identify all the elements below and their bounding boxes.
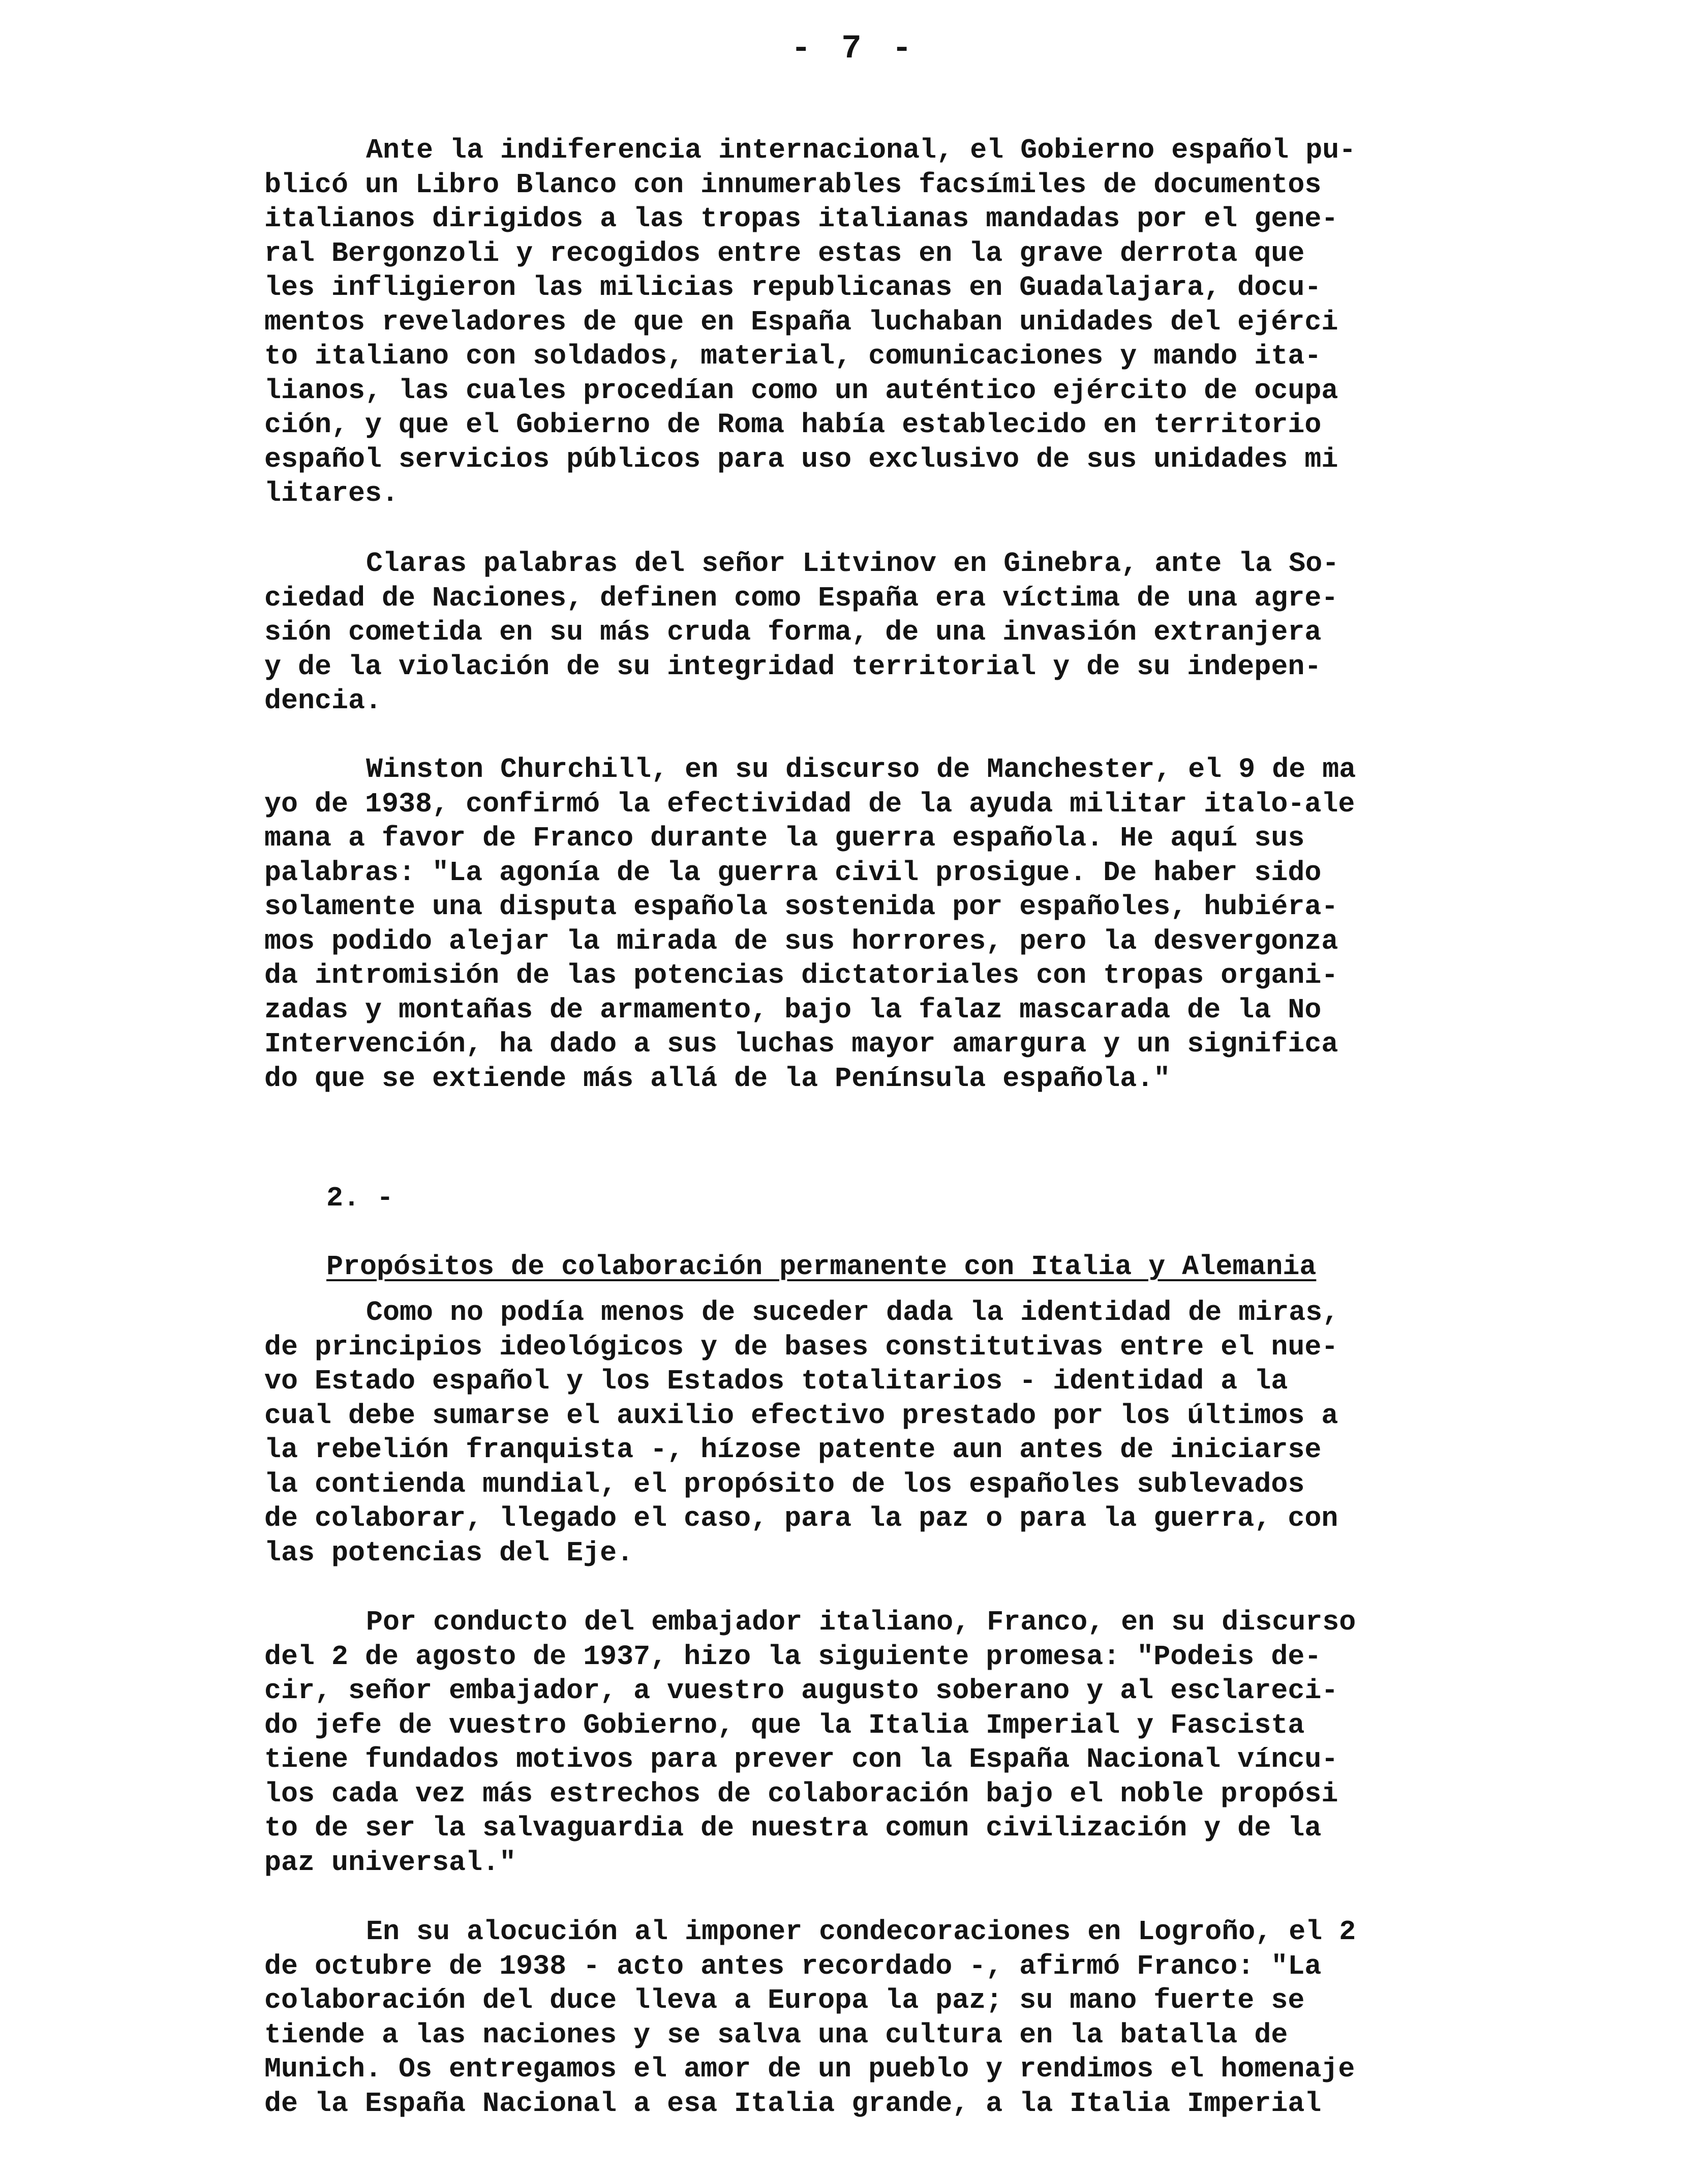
text-line: litares. [264,477,399,509]
paragraph-litvinov [264,547,1566,718]
text-line: mana a favor de Franco durante la guerra española. He aquí sus [264,822,1305,854]
paragraph-identidad-de-miras [264,1295,1566,1570]
text-line: italianos dirigidos a las tropas italianas mandadas por el gene- [264,203,1338,235]
text-line: y de la violación de su integridad territorial y de su indepen- [264,650,1322,683]
text-line: les infligieron las milicias republicanas en Guadalajara, docu- [264,272,1322,304]
text-line: cual debe sumarse el auxilio efectivo prestado por los últimos a [264,1399,1338,1432]
text-line: vo Estado español y los Estados totalitarios - identidad a la [264,1365,1288,1397]
text-line: mentos reveladores de que en España luchaban unidades del ejérci [264,306,1338,338]
text-line: ciedad de Naciones, definen como España era víctima de una agre- [264,582,1338,614]
section-number: 2. - [326,1182,394,1214]
text-line: zadas y montañas de armamento, bajo la falaz mascarada de la No [264,993,1322,1026]
text-line: yo de 1938, confirmó la efectividad de la ayuda militar italo-ale [264,788,1355,820]
text-line: Munich. Os entregamos el amor de un pueblo y rendimos el homenaje [264,2053,1355,2085]
text-line: Por conducto del embajador italiano, Franco, en su discurso [366,1606,1356,1638]
text-line: da intromisión de las potencias dictatoriales con tropas organi- [264,959,1338,991]
paragraph-embajador-italiano [264,1605,1566,1880]
text-line: de la España Nacional a esa Italia grande, a la Italia Imperial [264,2087,1322,2120]
text-line: Winston Churchill, en su discurso de Manchester, el 9 de ma [366,753,1356,786]
text-line: do jefe de vuestro Gobierno, que la Italia Imperial y Fascista [264,1709,1305,1741]
page-number: - 7 - [790,29,918,68]
text-line: Ante la indiferencia internacional, el Gobierno español pu- [366,134,1356,166]
text-line: de principios ideológicos y de bases constitutivas entre el nue- [264,1331,1338,1363]
paragraph-libro-blanco [264,133,1566,511]
text-line: lianos, las cuales procedían como un auténtico ejército de ocupa [264,374,1338,407]
text-line: Como no podía menos de suceder dada la identidad de miras, [366,1296,1339,1329]
text-line: dencia. [264,685,382,717]
text-line: la rebelión franquista -, hízose patente aun antes de iniciarse [264,1434,1322,1466]
text-line: to de ser la salvaguardia de nuestra comun civilización y de la [264,1812,1322,1844]
section-title: Propósitos de colaboración permanente con Italia y Alemania [326,1250,1317,1283]
text-line: español servicios públicos para uso exclusivo de sus unidades mi [264,443,1338,475]
text-line: ción, y que el Gobierno de Roma había establecido en territorio [264,409,1322,441]
paragraph-churchill [264,752,1566,1096]
text-line: En su alocución al imponer condecoraciones en Logroño, el 2 [366,1916,1356,1948]
paragraph-logrono [264,1915,1566,2121]
text-line: paz universal." [264,1846,516,1879]
text-line: cir, señor embajador, a vuestro augusto soberano y al esclareci- [264,1675,1338,1707]
section-heading [259,1147,1316,1318]
text-line: tiende a las naciones y se salva una cultura en la batalla de [264,2018,1288,2051]
text-line: las potencias del Eje. [264,1536,634,1569]
text-line: colaboración del duce lleva a Europa la paz; su mano fuerte se [264,1984,1305,2016]
text-line: palabras: "La agonía de la guerra civil prosigue. De haber sido [264,856,1322,889]
text-line: do que se extiende más allá de la Península española." [264,1062,1171,1095]
text-line: solamente una disputa española sostenida por españoles, hubiéra- [264,891,1338,923]
text-line: los cada vez más estrechos de colaboración bajo el noble propósi [264,1777,1338,1810]
text-line: blicó un Libro Blanco con innumerables facsímiles de documentos [264,168,1322,201]
text-line: Claras palabras del señor Litvinov en Ginebra, ante la So- [366,548,1339,580]
text-line: ral Bergonzoli y recogidos entre estas en la grave derrota que [264,237,1305,269]
text-line: tiene fundados motivos para prever con la España Nacional víncu- [264,1743,1338,1775]
text-line: Intervención, ha dado a sus luchas mayor amargura y un significa [264,1028,1338,1060]
text-line: sión cometida en su más cruda forma, de una invasión extranjera [264,616,1322,648]
text-line: to italiano con soldados, material, comunicaciones y mando ita- [264,340,1322,372]
text-line: la contienda mundial, el propósito de los españoles sublevados [264,1468,1305,1500]
text-line: del 2 de agosto de 1937, hizo la siguiente promesa: "Podeis de- [264,1640,1322,1673]
text-line: de octubre de 1938 - acto antes recordado -, afirmó Franco: "La [264,1950,1322,1982]
text-line: de colaborar, llegado el caso, para la paz o para la guerra, con [264,1502,1338,1534]
text-line: mos podido alejar la mirada de sus horrores, pero la desvergonza [264,925,1338,957]
